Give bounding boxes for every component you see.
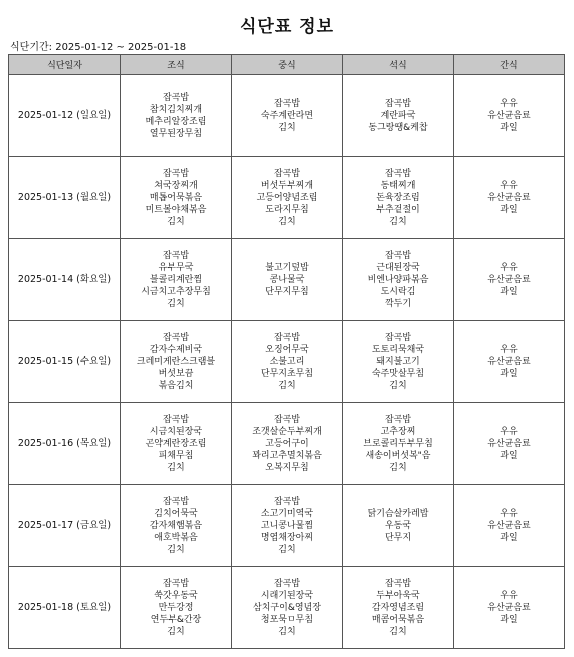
menu-item: 김치 [167, 216, 185, 227]
menu-item: 깍두기 [384, 298, 412, 309]
lunch-cell [232, 75, 343, 157]
menu-item: 감자채햄볶음 [149, 520, 203, 531]
menu-item: 매톱어묵볶음 [149, 192, 203, 203]
table-body [9, 75, 565, 649]
menu-item: 참치김치찌개 [149, 104, 203, 115]
menu-item: 잡곡밥 [162, 578, 190, 589]
menu-item: 숙주맛살무침 [371, 368, 425, 379]
snack-cell [454, 75, 565, 157]
table-row [9, 321, 565, 403]
menu-item: 고등어구이 [265, 438, 309, 449]
menu-item: 잡곡밥 [384, 168, 412, 179]
menu-item: 조갯살순두부찌개 [252, 426, 322, 437]
menu-item: 도토리묵채국 [371, 344, 425, 355]
snack-cell [454, 485, 565, 567]
menu-item: 도라지무침 [265, 204, 309, 215]
menu-item: 유산균음료 [487, 356, 531, 367]
snack-cell [454, 239, 565, 321]
menu-item: 잡곡밥 [162, 168, 190, 179]
menu-item: 피채무침 [158, 450, 194, 461]
date-cell: 2025-01-15 (수요일) [9, 321, 121, 403]
breakfast-cell [121, 567, 232, 649]
menu-item: 김치 [167, 544, 185, 555]
menu-item: 김치 [167, 462, 185, 473]
menu-item: 과일 [500, 286, 518, 297]
table-row [9, 567, 565, 649]
menu-item: 과일 [500, 614, 518, 625]
menu-item: 우유 [500, 180, 518, 191]
meal-table [8, 54, 565, 649]
menu-item: 고등어양념조림 [256, 192, 318, 203]
menu-item: 과일 [500, 368, 518, 379]
menu-item: 유산균음료 [487, 438, 531, 449]
menu-item: 두부아욱국 [376, 590, 420, 601]
menu-item: 부추겉절이 [376, 204, 420, 215]
menu-item: 잡곡밥 [162, 414, 190, 425]
breakfast-cell [121, 75, 232, 157]
date-cell: 2025-01-13 (월요일) [9, 157, 121, 239]
menu-item: 우유 [500, 98, 518, 109]
menu-item: 미트볼야채볶음 [145, 204, 207, 215]
menu-item: 블콜리계란찜 [149, 274, 203, 285]
menu-item: 꽈리고추멸치볶음 [252, 450, 322, 461]
header-snack: 간식 [454, 55, 565, 75]
menu-item: 우유 [500, 590, 518, 601]
menu-item: 잡곡밥 [273, 414, 301, 425]
menu-item: 유산균음료 [487, 192, 531, 203]
period-value: 2025-01-12 ~ 2025-01-18 [55, 42, 187, 53]
menu-item: 도시락김 [380, 286, 416, 297]
menu-item: 잡곡밥 [384, 98, 412, 109]
menu-item: 시금치된장국 [149, 426, 203, 437]
menu-item: 김치 [389, 380, 407, 391]
dinner-cell [343, 567, 454, 649]
period-label: 식단기간: [10, 42, 53, 53]
lunch-cell [232, 321, 343, 403]
menu-item: 잡곡밥 [384, 414, 412, 425]
menu-item: 돈육장조림 [376, 192, 420, 203]
menu-item: 우유 [500, 262, 518, 273]
page-title: 식단표 정보 [239, 17, 335, 37]
snack-cell [454, 321, 565, 403]
menu-item: 시금치고추장무침 [141, 286, 211, 297]
period-line [10, 38, 186, 53]
menu-item: 볶음김치 [158, 380, 194, 391]
menu-item: 버섯보끔 [158, 368, 194, 379]
breakfast-cell [121, 157, 232, 239]
header-lunch: 중식 [232, 55, 343, 75]
menu-item: 잡곡밥 [384, 578, 412, 589]
menu-item: 감자수제비국 [149, 344, 203, 355]
date-cell: 2025-01-12 (일요일) [9, 75, 121, 157]
menu-item: 김치 [278, 626, 296, 637]
menu-item: 잡곡밥 [273, 578, 301, 589]
menu-item: 과일 [500, 204, 518, 215]
menu-item: 잡곡밥 [162, 250, 190, 261]
menu-item: 불고기덮밥 [265, 262, 309, 273]
menu-item: 근대된장국 [376, 262, 420, 273]
menu-item: 쑥갓우동국 [154, 590, 198, 601]
menu-item: 새송이버섯복"음 [365, 450, 431, 461]
snack-cell [454, 403, 565, 485]
menu-item: 동그랑땡&케찹 [368, 122, 428, 133]
menu-item: 애호박볶음 [154, 532, 198, 543]
menu-item: 오징어무국 [265, 344, 309, 355]
menu-item: 유산균음료 [487, 520, 531, 531]
menu-item: 김치 [167, 626, 185, 637]
menu-item: 유산균음료 [487, 110, 531, 121]
menu-item: 과일 [500, 450, 518, 461]
menu-item: 곤약계란장조림 [145, 438, 207, 449]
dinner-cell [343, 157, 454, 239]
table-row [9, 239, 565, 321]
menu-item: 잡곡밥 [273, 332, 301, 343]
menu-item: 청포묵ㅁ무침 [260, 614, 314, 625]
menu-item: 우유 [500, 508, 518, 519]
header-dinner: 석식 [343, 55, 454, 75]
lunch-cell [232, 485, 343, 567]
menu-item: 잡곡밥 [273, 98, 301, 109]
menu-item: 연두부&간장 [150, 614, 202, 625]
lunch-cell [232, 403, 343, 485]
menu-item: 메추리알장조림 [145, 116, 207, 127]
menu-item: 잡곡밥 [162, 496, 190, 507]
date-cell: 2025-01-17 (금요일) [9, 485, 121, 567]
menu-item: 시래기된장국 [260, 590, 314, 601]
table-header-row [9, 55, 565, 75]
menu-item: 잡곡밥 [273, 168, 301, 179]
menu-item: 우동국 [384, 520, 412, 531]
dinner-cell [343, 485, 454, 567]
dinner-cell [343, 321, 454, 403]
menu-item: 김치 [389, 626, 407, 637]
menu-item: 김치 [278, 122, 296, 133]
menu-item: 삼치구이&영념장 [253, 602, 321, 613]
dinner-cell [343, 75, 454, 157]
menu-item: 명엽채장아찌 [260, 532, 314, 543]
menu-item: 김치 [278, 216, 296, 227]
menu-item: 우유 [500, 426, 518, 437]
menu-item: 김치 [389, 216, 407, 227]
menu-item: 잡곡밥 [273, 496, 301, 507]
menu-item: 계란파국 [380, 110, 416, 121]
menu-item: 잡곡밥 [162, 332, 190, 343]
menu-item: 단무지 [384, 532, 412, 543]
date-cell: 2025-01-14 (화요일) [9, 239, 121, 321]
date-cell: 2025-01-18 (토요일) [9, 567, 121, 649]
menu-item: 유산균음료 [487, 602, 531, 613]
lunch-cell [232, 567, 343, 649]
menu-item: 버섯두부찌개 [260, 180, 314, 191]
breakfast-cell [121, 403, 232, 485]
menu-item: 돼지불고기 [376, 356, 420, 367]
menu-item: 잡곡밥 [384, 332, 412, 343]
menu-item: 콩나물국 [269, 274, 305, 285]
menu-item: 감자영념조림 [371, 602, 425, 613]
menu-item: 고추장찌 [380, 426, 416, 437]
menu-item: 만두강정 [158, 602, 194, 613]
menu-item: 소불고리 [269, 356, 305, 367]
dinner-cell [343, 239, 454, 321]
date-cell: 2025-01-16 (목요일) [9, 403, 121, 485]
menu-item: 오복지무침 [265, 462, 309, 473]
menu-item: 김치어묵국 [154, 508, 198, 519]
table-row [9, 403, 565, 485]
menu-item: 숙주계란라면 [260, 110, 314, 121]
menu-item: 고니콩나물찜 [260, 520, 314, 531]
menu-item: 김치 [389, 462, 407, 473]
header-date: 식단일자 [9, 55, 121, 75]
menu-item: 동태찌개 [380, 180, 416, 191]
menu-item: 유산균음료 [487, 274, 531, 285]
menu-item: 단무지무침 [265, 286, 309, 297]
menu-item: 비엔나양파볶음 [367, 274, 429, 285]
menu-item: 단무지초무침 [260, 368, 314, 379]
lunch-cell [232, 157, 343, 239]
menu-item: 김치 [278, 380, 296, 391]
menu-item: 과일 [500, 122, 518, 133]
menu-item: 우유 [500, 344, 518, 355]
menu-item: 과일 [500, 532, 518, 543]
snack-cell [454, 157, 565, 239]
menu-item: 매콤어묵볶음 [371, 614, 425, 625]
snack-cell [454, 567, 565, 649]
menu-item: 크레미게란스크램블 [136, 356, 216, 367]
menu-item: 잡곡밥 [384, 250, 412, 261]
table-row [9, 75, 565, 157]
lunch-cell [232, 239, 343, 321]
menu-item: 김치 [167, 298, 185, 309]
menu-item: 닭기슴살카레밥 [367, 508, 429, 519]
menu-item: 브로콜리두부무침 [363, 438, 433, 449]
header-breakfast: 조식 [121, 55, 232, 75]
menu-item: 잡곡밥 [162, 92, 190, 103]
breakfast-cell [121, 239, 232, 321]
menu-item: 소고기미역국 [260, 508, 314, 519]
table-row [9, 157, 565, 239]
menu-item: 김치 [278, 544, 296, 555]
breakfast-cell [121, 321, 232, 403]
breakfast-cell [121, 485, 232, 567]
dinner-cell [343, 403, 454, 485]
menu-item: 열무된장무침 [149, 128, 203, 139]
menu-item: 쳐국장찌개 [154, 180, 198, 191]
table-row [9, 485, 565, 567]
menu-item: 유부무국 [158, 262, 194, 273]
